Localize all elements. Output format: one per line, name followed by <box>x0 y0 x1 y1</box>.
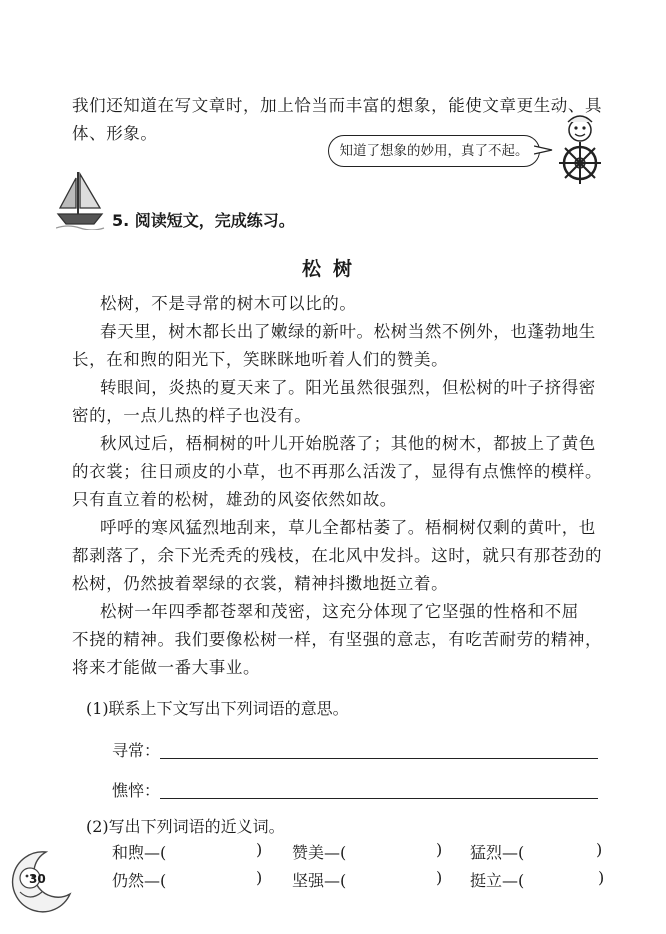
intro-line-2: 体、形象。 <box>72 124 158 143</box>
synonym-close-paren: ) <box>436 868 443 887</box>
passage-line: 转眼间，炎热的夏天来了。阳光虽然很强烈，但松树的叶子挤得密 <box>100 378 596 397</box>
speech-bubble: 知道了想象的妙用，真了不起。 <box>328 135 540 167</box>
q1-term-label: 憔悴： <box>112 781 161 800</box>
synonym-term: 坚强—( <box>292 871 347 890</box>
synonym-close-paren: ) <box>256 868 263 887</box>
synonym-close-paren: ) <box>256 840 263 859</box>
synonym-close-paren: ) <box>596 840 603 859</box>
synonym-close-paren: ) <box>436 840 443 859</box>
passage-line: 松树一年四季都苍翠和茂密，这充分体现了它坚强的性格和不屈 <box>100 602 579 621</box>
synonym-term: 挺立—( <box>470 871 525 890</box>
intro-line-1: 我们还知道在写文章时，加上恰当而丰富的想象，能使文章更生动、具 <box>72 96 603 115</box>
passage-title: 松树 <box>301 258 364 280</box>
passage-line: 都剥落了，余下光秃秃的残枝，在北风中发抖。这时，就只有那苍劲的 <box>72 546 603 565</box>
passage-line: 密的，一点儿热的样子也没有。 <box>72 406 312 425</box>
page-number: 30 <box>29 872 46 886</box>
cartoon-sailor-icon <box>548 108 614 188</box>
passage-line: 不挠的精神。我们要像松树一样，有坚强的意志，有吃苦耐劳的精神， <box>72 630 603 649</box>
task-heading: 5. 阅读短文，完成练习。 <box>112 211 295 230</box>
passage-line: 只有直立着的松树，雄劲的风姿依然如故。 <box>72 490 397 509</box>
passage-line: 松树，不是寻常的树木可以比的。 <box>100 294 357 313</box>
q1-answer-blank-1[interactable] <box>160 758 598 759</box>
synonym-term: 仍然—( <box>112 871 167 890</box>
passage-line: 的衣裳；往日顽皮的小草，也不再那么活泼了，显得有点憔悴的模样。 <box>72 462 603 481</box>
sailboat-icon <box>56 168 106 230</box>
synonym-term: 猛烈—( <box>470 843 525 862</box>
passage-line: 春天里，树木都长出了嫩绿的新叶。松树当然不例外，也蓬勃地生 <box>100 322 596 341</box>
passage-line: 将来才能做一番大事业。 <box>72 658 261 677</box>
q1-answer-blank-2[interactable] <box>160 798 598 799</box>
passage-line: 长，在和煦的阳光下，笑眯眯地听着人们的赞美。 <box>72 350 449 369</box>
question-2-prompt: (2)写出下列词语的近义词。 <box>86 817 285 836</box>
synonym-close-paren: ) <box>598 868 605 887</box>
synonym-term: 赞美—( <box>292 843 347 862</box>
passage-line: 松树，仍然披着翠绿的衣裳，精神抖擞地挺立着。 <box>72 574 449 593</box>
synonym-term: 和煦—( <box>112 843 167 862</box>
passage-line: 秋风过后，梧桐树的叶儿开始脱落了；其他的树木，都披上了黄色 <box>100 434 596 453</box>
q1-term-label: 寻常： <box>112 741 161 760</box>
question-1-prompt: (1)联系上下文写出下列词语的意思。 <box>86 699 349 718</box>
passage-line: 呼呼的寒风猛烈地刮来，草儿全都枯萎了。梧桐树仅剩的黄叶，也 <box>100 518 596 537</box>
